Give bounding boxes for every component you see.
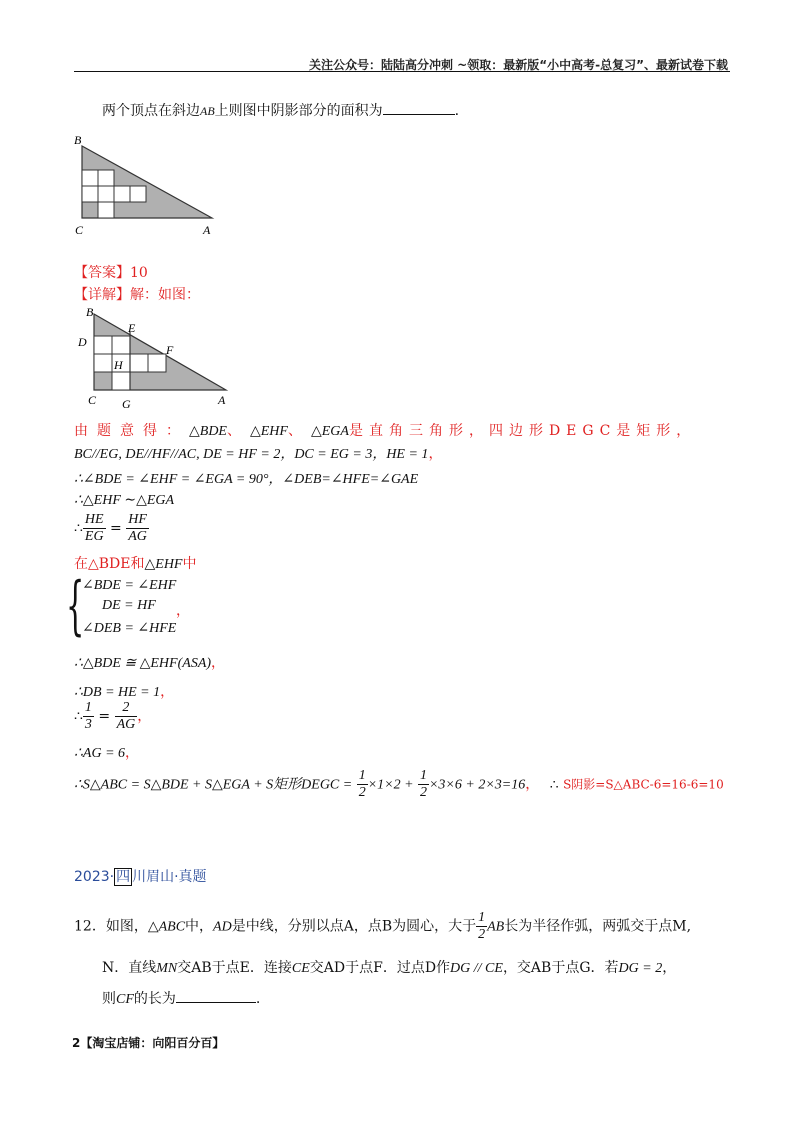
q12-l3-end: . [255,991,261,1007]
sol-line-8 [74,681,174,701]
sol-l8-end: ， [160,684,175,700]
sol-l6-pre: 在△BDE和 [74,556,145,572]
sol-l5-frac-1: $\frac{HE}{EG}$ [84,512,104,544]
fig2-label-e: E [128,321,136,335]
q12-l2-dg2: DG = 2 [618,961,663,976]
section-pre: 2023· [74,869,115,885]
fig2-label-d: D [78,335,87,349]
fig2-label-g: G [122,397,131,411]
question-intro [102,100,459,120]
sol-l11-red: S阴影=S△ABC-6=16-6=10 [563,777,724,792]
sol-l7-end: ， [211,655,226,671]
sol-l2-end: ， [428,446,443,462]
section-post: 川眉山·真题 [132,869,207,885]
sol-l9-end: ， [137,708,152,725]
intro-ab: AB [200,104,215,118]
detail-label: 【详解】 [74,287,130,303]
sol-l5-frac-2: $\frac{HF}{AG}$ [128,512,147,544]
q12-l2-mn: MN [156,961,178,976]
q12-l1-d: 长为半径作弧，两弧交于点M, [504,918,692,935]
section-title [74,866,207,886]
sol-line-2 [74,443,442,463]
sol-line-3 [74,468,418,488]
sol-l1-t1: △BDE [189,424,227,439]
footer-text: 【淘宝店铺：向阳百分百】 [80,1036,225,1050]
sol-l11-therefore: ∴ [549,776,559,793]
sol-l7: ∴△BDE ≅ △EHF(ASA) [74,656,212,671]
fig2-label-c: C [88,393,97,407]
q12-l3-b: 的长为 [133,991,176,1007]
sol-l11-pre: ∴S△ABC = S△BDE + S△EGA + S矩形DEGC = [74,777,353,793]
section-boxed: 四 [116,869,131,885]
fig1-label-a: A [203,223,211,237]
fig2-label-h: H [114,358,123,372]
q12-l2-dg: DG // CE [450,961,503,976]
sol-l6-mid: △EHF [144,557,183,572]
sol-l11-mid1: ×1×2 + [367,777,414,793]
sol-line-6 [74,553,196,573]
sol-l1-post: 是直角三角形，四边形DEGC是矩形， [348,423,697,439]
answer-line [74,262,148,282]
page-footer [72,1034,224,1051]
detail-line [74,284,200,304]
fig1-label-c: C [75,223,84,237]
sol-system-1: ∠BDE = ∠EHF [82,578,177,593]
answer-blank [383,114,455,115]
sol-l11-frac-1: $\frac{1}{2}$ [358,768,366,800]
sol-l4: ∴△EHF ∼△EGA [74,493,175,508]
sol-system-2: DE = HF [102,598,156,613]
sol-l11-frac-2: $\frac{1}{2}$ [419,768,427,800]
fig2-label-f: F [166,343,174,357]
fig1-label-b: B [74,133,82,147]
sol-l1-sep1: 、 [226,423,250,439]
sol-l9-pre: ∴ [74,708,83,725]
q12-l2-a: N．直线 [102,960,157,976]
q12-l2-ce: CE [291,961,310,976]
sol-l10: ∴AG = 6 [74,746,126,761]
q12-answer-blank [176,1002,256,1003]
sol-line-1 [74,420,696,440]
q12-l3-a: 则 [102,991,116,1007]
intro-pre: 两个顶点在斜边 [102,103,200,119]
intro-end: . [454,103,460,119]
sol-line-10 [74,742,139,762]
q12-l1-b: 中， [185,918,214,935]
sol-l1-sep2: 、 [287,423,311,439]
detail-text: 解：如图： [130,287,200,303]
q12-l2-d: ，交AB于点G．若 [502,960,619,976]
page-header: 关注公众号：陆陆高分冲刺 ~领取：最新版“小中高考-总复习”、最新试卷下载 [309,58,728,72]
sol-l10-end: ， [125,745,140,761]
figure-2 [70,306,238,412]
figure-1 [70,132,230,242]
q12-l1-a: 如图， [105,918,148,935]
sol-line-9: ∴ $\frac{1}{3}$ = $\frac{2}{AG}$ ， [74,700,152,732]
sol-line-4 [74,492,174,509]
answer-label: 【答案】 [74,265,130,281]
sol-l3: ∴∠BDE = ∠EHF = ∠EGA = 90°，∠DEB=∠HFE=∠GAE [74,472,419,487]
sol-l9-frac-1: $\frac{1}{3}$ [84,700,92,732]
fig2-label-a: A [218,393,226,407]
q12-l1-ab: AB [487,919,505,935]
sol-l8: ∴DB = HE = 1 [74,685,161,700]
sol-l6-post: 中 [182,556,197,572]
sol-l11-mid2: ×3×6 + 2×3=16 [428,777,526,793]
q12-l2-c: 交AD于点F．过点D作 [309,960,451,976]
header-rule [74,71,730,72]
answer-value: 10 [130,265,148,281]
q12-line-1 [74,910,691,943]
q12-l1-abc: △ABC [147,919,186,935]
sol-line-7 [74,652,225,672]
q12-l1-c: 是中线，分别以点A，点B为圆心，大于 [231,918,477,935]
sol-system-3: ∠DEB = ∠HFE [82,621,177,636]
sol-system-end: ， [176,603,190,619]
q12-line-2 [102,957,676,977]
sol-l9-frac-2: $\frac{2}{AG}$ [116,700,136,732]
sol-l2: BC//EG, DE//HF//AC, DE = HF = 2，DC = EG = 3，HE = 1 [74,447,429,462]
sol-l1-pre: 由题意得： [74,423,189,439]
q12-l3-cf: CF [116,992,134,1007]
sol-l1-t3: △EGA [310,424,349,439]
sol-l11-end: ， [525,776,540,793]
sol-l1-t2: △EHF [249,424,288,439]
intro-post: 上则图中阴影部分的面积为 [214,103,383,119]
q12-l2-e: ， [662,960,677,976]
sol-line-5: ∴ $\frac{HE}{EG}$ = $\frac{HF}{AG}$ [74,512,147,544]
q12-l1-frac: $\frac{1}{2}$ [478,910,486,942]
page-number: 2 [72,1036,81,1050]
q12-l2-b: 交AB于点E．连接 [177,960,292,976]
fig2-label-b: B [86,306,94,319]
sol-line-11 [74,768,724,801]
q12-l1-ad: AD [213,919,232,935]
q12-line-3 [102,988,260,1008]
sol-system-brace: { [66,569,85,643]
q12-num: 12． [74,918,106,935]
sol-l5-pre: ∴ [74,520,83,537]
